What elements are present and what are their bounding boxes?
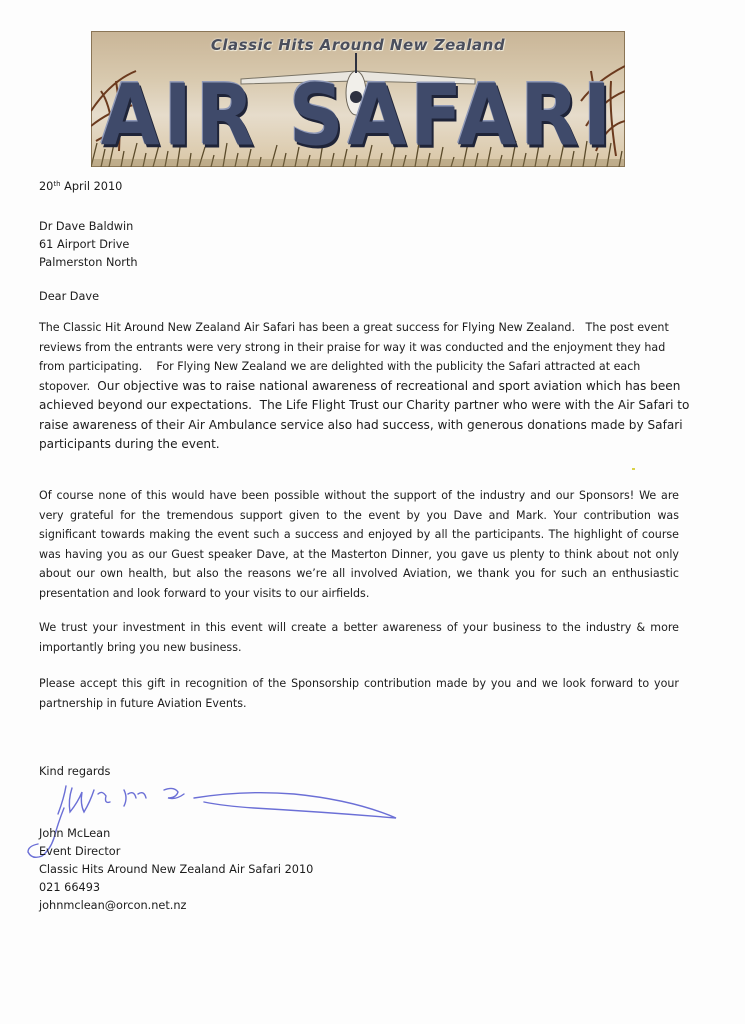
closing: Kind regards bbox=[39, 765, 111, 778]
paragraph-1-emphasis-line: Our objective was to raise national awareness of recreational and sport aviation which has been bbox=[97, 378, 681, 393]
sender-phone: 021 66493 bbox=[39, 881, 101, 894]
paragraph-1-line: reviews from the entrants were very strong in their praise for way it was conducted and the enjoyment they had bbox=[39, 340, 666, 354]
date-suffix: th bbox=[53, 180, 61, 188]
banner-title: AIR SAFARI bbox=[100, 64, 616, 165]
sender-name: John McLean bbox=[39, 827, 111, 840]
banner-tagline: Classic Hits Around New Zealand bbox=[210, 36, 506, 54]
paragraph-4: Please accept this gift in recognition of the Sponsorship contribution made by you and we look forward to your partnership in future Aviation Events. bbox=[39, 677, 679, 710]
paragraph-1-mixed-line bbox=[39, 377, 679, 397]
paragraph-3: We trust your investment in this event will create a better awareness of your business to the industry & more importantly bring you new business. bbox=[39, 621, 679, 654]
air-safari-banner bbox=[91, 31, 625, 167]
sender-event: Classic Hits Around New Zealand Air Safari 2010 bbox=[39, 863, 314, 876]
paragraph-1-line: from participating. For Flying New Zealand we are delighted with the publicity the Safari attracted at each bbox=[39, 360, 641, 373]
paragraph-2: Of course none of this would have been possible without the support of the industry and our Sponsors! We are very grateful for the tremendous support given to the event by you Dave and Mark. Your contribution was significant towards making the event such a success and enjoyed by all the participants. The highlight of course was having you as our Guest speaker Dave, at the Masterton Dinner, you gave us plenty to think about not only about our own health, but also the reasons we’re all involved Aviation, we thank you for such an enthusiastic presentation and look forward to your visits to our airfields. bbox=[39, 489, 679, 600]
recipient-street: 61 Airport Drive bbox=[39, 238, 130, 251]
salutation: Dear Dave bbox=[39, 290, 100, 303]
date-day: 20 bbox=[39, 180, 54, 193]
letter-date bbox=[39, 178, 122, 196]
sender-email: johnmclean@orcon.net.nz bbox=[39, 899, 187, 912]
sender-block bbox=[39, 825, 313, 915]
paragraph-1 bbox=[39, 318, 690, 455]
paragraph-1-line: stopover. bbox=[39, 379, 98, 393]
recipient-name: Dr Dave Baldwin bbox=[39, 220, 134, 233]
date-month-year: April 2010 bbox=[60, 180, 123, 193]
paragraph-1-emphasis-line: participants during the event. bbox=[39, 437, 220, 451]
recipient-city: Palmerston North bbox=[39, 256, 138, 269]
sender-title: Event Director bbox=[39, 845, 121, 858]
paragraph-1-emphasis-line: raise awareness of their Air Ambulance service also had success, with generous donations made by Safari bbox=[39, 417, 683, 432]
paragraph-1-line: The Classic Hit Around New Zealand Air Safari has been a great success for Flying New Zealand. The post event bbox=[39, 321, 669, 334]
recipient-address bbox=[39, 218, 138, 272]
paragraph-1-emphasis-line: achieved beyond our expectations. The Life Flight Trust our Charity partner who were with the Air Safari to bbox=[39, 398, 690, 412]
stray-mark bbox=[632, 468, 635, 470]
